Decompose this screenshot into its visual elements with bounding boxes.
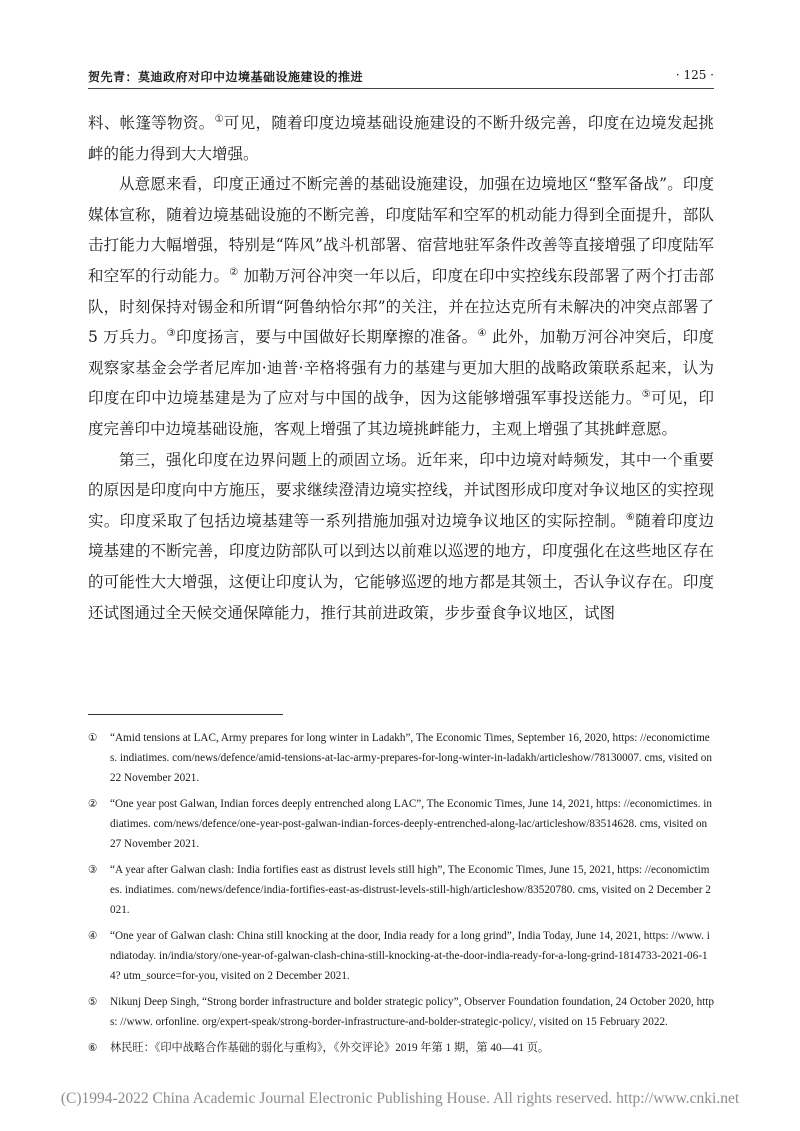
paragraph-text: 加勒万河谷冲突一年以后，印度在印中实控线东段部署了两个打击部队，时刻保持对锡金和所谓“阿鲁纳恰尔邦”的关注，并在拉达克所有未解决的冲突点部署了 5 万兵力。 <box>88 266 714 347</box>
footnote-item <box>88 794 714 854</box>
footnote-reference[interactable]: ① <box>214 114 224 125</box>
footnote-text: “One year of Galwan clash: China still knocking at the door, India ready for a long grind”, India Today, June 14, 2021, https: //www. indiatoday. in/india/story/one-year-of-galwan-clash-china-still-knocking-at-the-door-india-ready-for-a-long-grind-1814733-2021-06-14? utm_source=for-you, visited on 2 December 2021. <box>110 930 710 982</box>
footnote-marker: ① <box>88 732 98 744</box>
footnote-text: Nikunj Deep Singh, “Strong border infrastructure and bolder strategic policy”, Observer Foundation foundation, 24 October 2020, https: //www. orfonline. org/expert-speak/strong-border-infrastructure-and-bolder-strategic-policy/, visited on 15 February 2022. <box>110 996 714 1028</box>
paragraph-text: 从意愿来看，印度正通过不断完善的基础设施建设，加强在边境地区“整军备战”。印度媒体宣称，随着边境基础设施的不断完善，印度陆军和空军的机动能力得到全面提升，部队击打能力大幅增强，特别是“阵风”战斗机部署、宿营地驻军条件改善等直接增强了印度陆军和空军的行动能力。 <box>88 175 714 285</box>
body-text <box>88 108 714 628</box>
copyright-notice: (C)1994-2022 China Academic Journal Electronic Publishing House. All rights reserved. http://www.cnki.net <box>60 1090 740 1107</box>
body-paragraph <box>88 169 714 444</box>
paragraph-text: 此外，加勒万河谷冲突后，印度观察家基金会学者尼库加·迪普·辛格将强有力的基建与更加大胆的战略政策联系起来，认为印度在印中边境基建是为了应对与中国的战争，因为这能够增强军事投送能力。 <box>88 328 714 408</box>
footnote-marker: ⑥ <box>88 1042 98 1054</box>
paragraph-text: 料、帐篷等物资。 <box>88 114 215 132</box>
footnote-item <box>88 1038 714 1058</box>
footnote-reference[interactable]: ③ <box>166 328 176 340</box>
footnotes <box>88 728 714 1064</box>
footnote-marker: ② <box>88 798 98 810</box>
footnote-marker: ③ <box>88 864 98 876</box>
footnote-text: 林民旺：《印中战略合作基础的弱化与重构》，《外交评论》2019 年第 1 期，第 40—41 页。 <box>110 1042 550 1054</box>
running-header-title: 贺先青：莫迪政府对印中边境基础设施建设的推进 <box>88 70 364 84</box>
footnote-item <box>88 926 714 986</box>
footnote-text: “One year post Galwan, Indian forces deeply entrenched along LAC”, The Economic Times, June 14, 2021, https: //economictimes. indiatimes. com/news/defence/one-year-post-galwan-indian-forces-deeply-entrenched-along-lac/articleshow/83514628. cms, visited on 27 November 2021. <box>110 798 712 850</box>
running-header <box>88 66 714 89</box>
paragraph-text: 印度扬言，要与中国做好长期摩擦的准备。 <box>175 328 478 347</box>
paragraph-text: 随着印度边境基建的不断完善，印度边防部队可以到达以前难以巡逻的地方，印度强化在这些地区存在的可能性大大增强，这便让印度认为，它能够巡逻的地方都是其领土，否认争议存在。印度还试图通过全天候交通保障能力，推行其前进政策，步步蚕食争议地区，试图 <box>88 511 714 622</box>
footnote-divider <box>88 714 283 715</box>
paragraph-text: 可见，随着印度边境基础设施建设的不断升级完善，印度在边境发起挑衅的能力得到大大增强。 <box>88 114 714 163</box>
footnote-item <box>88 992 714 1032</box>
footnote-text: “Amid tensions at LAC, Army prepares for long winter in Ladakh”, The Economic Times, September 16, 2020, https: //economictimes. indiatimes. com/news/defence/amid-tensions-at-lac-army-prepares-for-long-winter-in-ladakh/articleshow/78130007. cms, visited on 22 November 2021. <box>110 732 712 784</box>
body-paragraph <box>88 445 714 629</box>
paragraph-text: 可见，印度完善印中边境基础设施，客观上增强了其边境挑衅能力，主观上增强了其挑衅意愿。 <box>88 389 714 438</box>
body-paragraph <box>88 108 714 169</box>
footnote-reference[interactable]: ⑤ <box>641 389 652 401</box>
footnote-marker: ④ <box>88 930 98 942</box>
footnote-marker: ⑤ <box>88 996 98 1008</box>
footnote-item <box>88 728 714 788</box>
footnote-reference[interactable]: ② <box>229 266 239 278</box>
paragraph-text: 第三，强化印度在边界问题上的顽固立场。近年来，印中边境对峙频发，其中一个重要的原因是印度向中方施压，要求继续澄清边境实控线，并试图形成印度对争议地区的实控现实。印度采取了包括边境基建等一系列措施加强对边境争议地区的实际控制。 <box>88 450 714 530</box>
page-number: · 125 · <box>675 68 714 82</box>
footnote-reference[interactable]: ④ <box>477 328 487 340</box>
footnote-item <box>88 860 714 920</box>
footnote-reference[interactable]: ⑥ <box>625 511 636 523</box>
footnote-text: “A year after Galwan clash: India fortifies east as distrust levels still high”, The Economic Times, June 15, 2021, https: //economictimes. indiatimes. com/news/defence/india-fortifies-east-as-distrust-levels-still-high/articleshow/83520780. cms, visited on 2 December 2021. <box>110 864 711 916</box>
